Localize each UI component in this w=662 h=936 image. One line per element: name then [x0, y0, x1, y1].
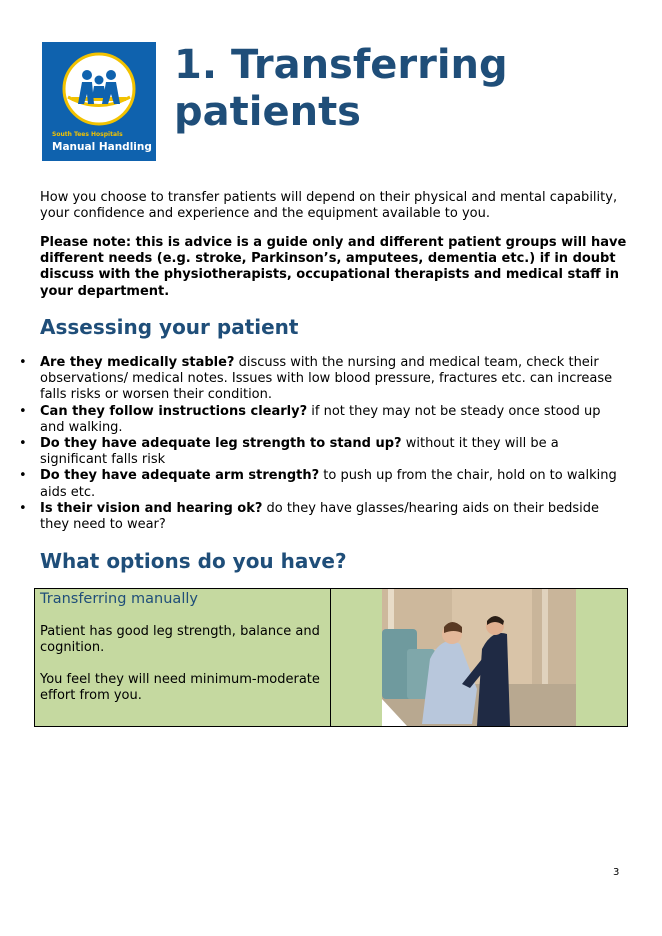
assessing-heading: Assessing your patient	[40, 315, 299, 339]
question-bold: Do they have adequate arm strength?	[40, 468, 320, 484]
list-item	[0, 404, 628, 436]
bullet-glyph: •	[19, 355, 27, 370]
option-criteria-text: Patient has good leg strength, balance and cognition.	[40, 624, 320, 656]
logo-title-text: Manual Handling	[52, 141, 152, 153]
question-detail: do they have glasses/hearing aids on their bedside they need to wear?	[40, 500, 599, 533]
question-detail: discuss with the nursing and medical team, check their observations/ medical notes. Issues with low blood pressure, fractures etc. can increase falls risks or worsen their condition.	[40, 355, 613, 403]
bullet-glyph: •	[19, 436, 27, 452]
page-title-line-1: 1. Transferring	[174, 42, 508, 88]
transfer-photo	[382, 589, 576, 726]
question-bold: Do they have adequate leg strength to stand up?	[40, 436, 402, 452]
question-bold: Are they medically stable?	[40, 355, 235, 370]
list-item	[0, 468, 628, 500]
bullet-glyph: •	[19, 500, 27, 516]
list-item	[0, 436, 628, 468]
transfer-photo-illustration	[382, 589, 576, 726]
logo-organisation-text: South Tees Hospitals	[52, 131, 123, 138]
page-number: 3	[613, 867, 620, 878]
page-title-line-2: patients	[174, 89, 361, 135]
question-detail: without it they will be a significant falls risk	[40, 436, 559, 468]
question-detail: if not they may not be steady once stood up and walking.	[40, 403, 601, 435]
column-divider	[330, 589, 331, 726]
question-detail: to push up from the chair, hold on to walking aids etc.	[40, 468, 617, 500]
question-bold: Is their vision and hearing ok?	[40, 500, 263, 516]
assessment-list	[0, 355, 628, 533]
intro-paragraph: How you choose to transfer patients will depend on their physical and mental capability, your confidence and experience and the equipment available to you.	[40, 190, 618, 222]
advice-note: Please note: this is advice is a guide only and different patient groups will have different needs (e.g. stroke, Parkinson’s, amputees, dementia etc.) if in doubt discuss with the physiotherapists, occupational therapists and medical staff in your department.	[40, 235, 627, 299]
question-bold: Can they follow instructions clearly?	[40, 403, 308, 419]
bullet-glyph: •	[19, 403, 27, 419]
page-title	[174, 42, 634, 136]
option-effort-text: You feel they will need minimum-moderate effort from you.	[40, 672, 320, 704]
options-heading: What options do you have?	[40, 549, 347, 573]
option-title: Transferring manually	[40, 591, 198, 607]
manual-handling-logo	[42, 42, 156, 161]
bullet-glyph: •	[19, 468, 27, 484]
list-item	[0, 355, 628, 404]
transfer-option-box	[34, 588, 628, 727]
list-item	[0, 501, 628, 533]
